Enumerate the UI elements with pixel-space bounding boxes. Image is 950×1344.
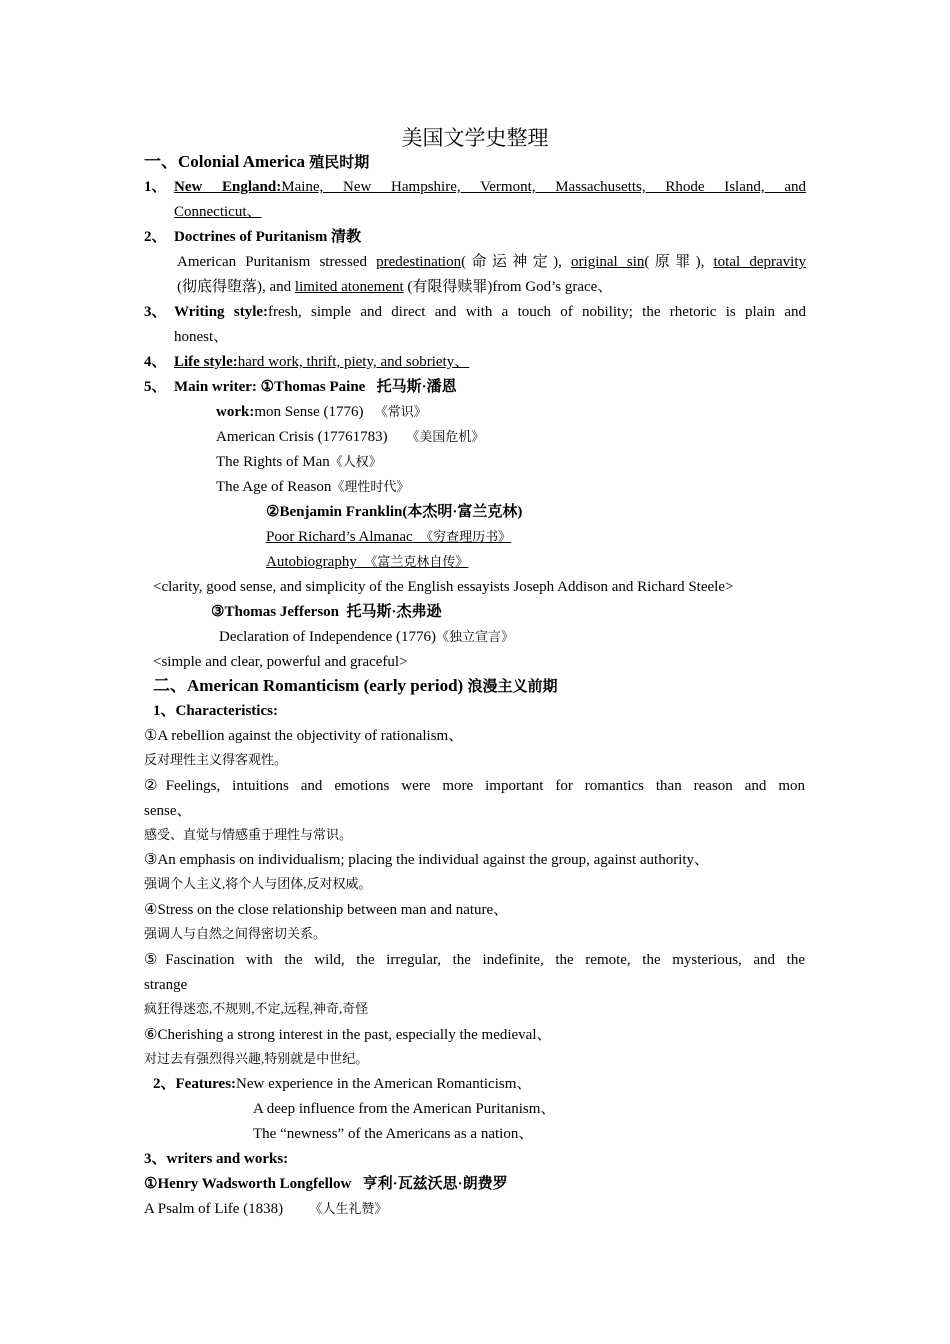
- paine-work-3: [216, 451, 382, 473]
- item2-line2: [177, 276, 612, 298]
- characteristic-2-en-b: sense、: [144, 803, 192, 819]
- feature-item: A deep influence from the American Puritanism、: [253, 1101, 556, 1117]
- item1-text-a: Maine, New Hampshire, Vermont, Massachusetts, Rhode Island, and: [281, 179, 806, 195]
- item2-label: Doctrines of Puritanism 清教: [174, 229, 362, 245]
- item4-text: hard work, thrift, piety, and sobriety、: [237, 354, 470, 370]
- item4-line: [174, 351, 469, 373]
- item3-label: Writing style:: [174, 304, 269, 320]
- work-title: The Rights of Man: [216, 454, 330, 470]
- item3-number: 3、: [144, 304, 167, 320]
- longfellow-heading: [144, 1173, 508, 1195]
- jefferson-style-note: <simple and clear, powerful and graceful>: [153, 654, 408, 670]
- item3-text-a: fresh, simple and direct and with a touch of nobility; the rhetoric is plain and: [268, 304, 806, 320]
- item2-text-1: American Puritanism stressed: [177, 254, 377, 270]
- characteristic-5-en-b: strange: [144, 977, 188, 993]
- work-title: Autobiography: [266, 554, 357, 570]
- section2-heading-cn: 浪漫主义前期: [467, 679, 558, 695]
- work-title-cn: 《常识》: [374, 404, 427, 419]
- longfellow-name-cn: 亨利·瓦兹沃思·朗费罗: [362, 1176, 508, 1192]
- characteristic-1-cn: 反对理性主义得客观性。: [144, 752, 288, 767]
- work-title: Poor Richard’s Almanac: [266, 529, 413, 545]
- item1-label: New England:: [174, 179, 282, 195]
- characteristic-3-en: ③An emphasis on individualism; placing the individual against the group, against authority、: [144, 852, 710, 868]
- franklin-work-1: [266, 526, 511, 548]
- work-title-cn: 《富兰克林自传》: [364, 554, 469, 569]
- paine-work-1: [216, 401, 427, 423]
- features-label: 2、Features:: [153, 1076, 237, 1092]
- feature-item: The “newness” of the Americans as a nation、: [253, 1126, 534, 1142]
- characteristic-4-cn: 强调人与自然之间得密切关系。: [144, 926, 327, 941]
- section2-heading: [153, 675, 557, 698]
- section2-heading-en: 二、American Romanticism (early period): [153, 676, 464, 695]
- work-title: American Crisis (17761783): [216, 429, 388, 445]
- work-label: work:: [216, 404, 255, 420]
- characteristic-4-en: ④Stress on the close relationship between man and nature、: [144, 902, 509, 918]
- jefferson-name: ③Thomas Jefferson: [211, 604, 340, 620]
- work-title-cn: 《理性时代》: [331, 479, 410, 494]
- section1-heading-cn: 殖民时期: [309, 155, 370, 171]
- longfellow-name: ①Henry Wadsworth Longfellow: [144, 1176, 352, 1192]
- document-title: 美国文学史整理: [401, 126, 549, 150]
- item4-label: Life style:: [174, 354, 238, 370]
- paine-work-4: [216, 476, 409, 498]
- item2-text-5: (有限得赎罪)from God’s grace、: [403, 279, 613, 295]
- writers-label: 3、writers and works:: [144, 1151, 289, 1167]
- jefferson-heading: [211, 601, 442, 623]
- item1-number: 1、: [144, 179, 167, 195]
- item5-number: 5、: [144, 379, 167, 395]
- work-title-cn: 《穷查理历书》: [420, 529, 512, 544]
- characteristics-label: 1、Characteristics:: [153, 703, 278, 719]
- item4-number: 4、: [144, 354, 167, 370]
- jefferson-name-cn: 托马斯·杰弗逊: [346, 604, 442, 620]
- franklin-heading: ②Benjamin Franklin(本杰明·富兰克林): [266, 504, 523, 520]
- item2-text-2: (命运神定),: [461, 254, 572, 270]
- work-title: A Psalm of Life (1838): [144, 1201, 284, 1217]
- franklin-work-2: [266, 551, 468, 573]
- characteristic-2-en-a: ②Feelings, intuitions and emotions were more important for romantics than reason and mon: [144, 778, 805, 794]
- section1-heading-en: 一、Colonial America: [144, 152, 306, 171]
- features-line-1: [153, 1073, 531, 1095]
- work-title: The Age of Reason: [216, 479, 332, 495]
- term-limited-atonement: limited atonement: [294, 279, 404, 295]
- work-title-cn: 《人生礼赞》: [309, 1201, 388, 1216]
- item3-line2: honest、: [174, 329, 229, 345]
- term-predestination: predestination: [376, 254, 462, 270]
- characteristic-1-en: ①A rebellion against the objectivity of rationalism、: [144, 728, 464, 744]
- item1-line2: Connecticut、: [174, 204, 262, 220]
- item3-line1: [174, 301, 806, 323]
- item5-label-cn: 托马斯·潘恩: [376, 379, 457, 395]
- term-total-depravity: total depravity: [713, 254, 806, 270]
- work-title-cn: 《人权》: [329, 454, 382, 469]
- work-title: Declaration of Independence (1776): [219, 629, 436, 645]
- work-title-cn: 《美国危机》: [406, 429, 485, 444]
- work-title: mon Sense (1776): [254, 404, 364, 420]
- franklin-style-note: <clarity, good sense, and simplicity of the English essayists Joseph Addison and Richard Steele>: [153, 579, 734, 595]
- section1-heading: [144, 151, 369, 174]
- item2-line1: [177, 251, 806, 273]
- feature-item: New experience in the American Romanticism、: [236, 1076, 532, 1092]
- item5-label: Main writer: ①Thomas Paine: [174, 379, 366, 395]
- item5-label-line: [174, 376, 457, 398]
- work-title-cn: 《独立宣言》: [435, 629, 514, 644]
- term-original-sin: original sin: [571, 254, 645, 270]
- characteristic-5-cn: 疯狂得迷恋,不规则,不定,远程,神奇,奇怪: [144, 1001, 369, 1016]
- characteristic-3-cn: 强调个人主义,将个人与团体,反对权威。: [144, 876, 372, 891]
- paine-work-2: [216, 426, 484, 448]
- item1-line1: [174, 176, 806, 198]
- characteristic-6-cn: 对过去有强烈得兴趣,特别就是中世纪。: [144, 1051, 369, 1066]
- characteristic-2-cn: 感受、直觉与情感重于理性与常识。: [144, 827, 353, 842]
- item2-text-4: (彻底得堕落), and: [177, 279, 295, 295]
- characteristic-5-en-a: ⑤Fascination with the wild, the irregular, the indefinite, the remote, the mysterious, and the: [144, 952, 805, 968]
- characteristic-6-en: ⑥Cherishing a strong interest in the past, especially the medieval、: [144, 1027, 552, 1043]
- longfellow-work: [144, 1198, 387, 1220]
- item2-number: 2、: [144, 229, 167, 245]
- jefferson-work: [219, 626, 514, 648]
- item2-text-3: (原罪),: [644, 254, 714, 270]
